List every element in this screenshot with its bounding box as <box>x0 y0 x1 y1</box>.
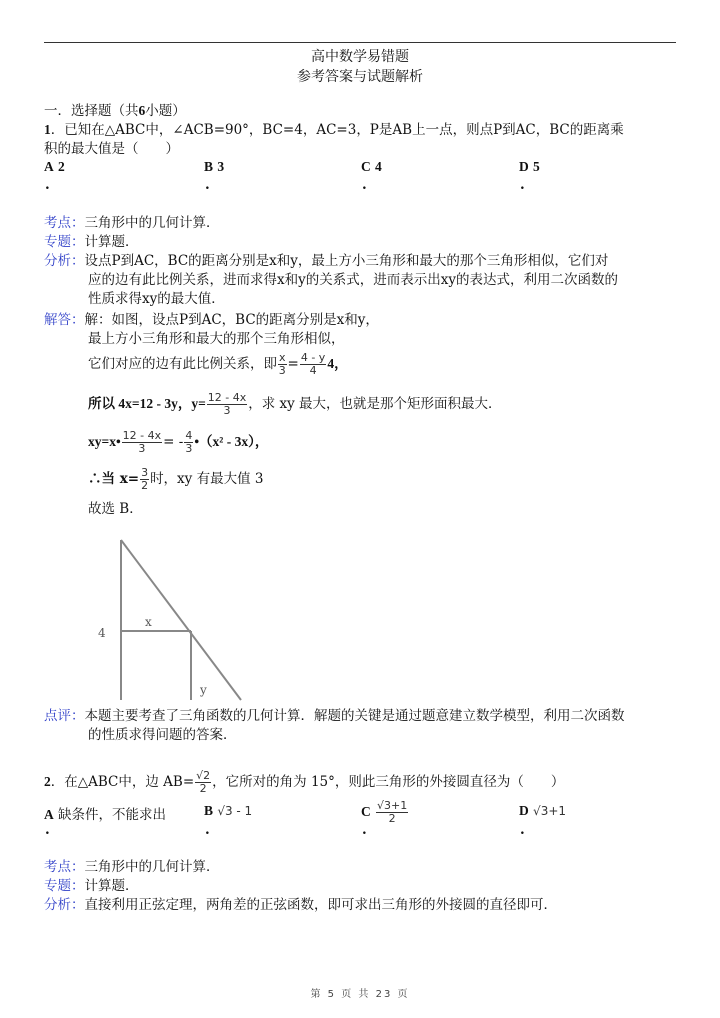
q1-option-b <box>204 159 224 175</box>
option-text: 5 <box>533 159 540 174</box>
q1-fenxi-line2: 应的边有此比例关系，进而求得x和y的关系式，进而表示出xy的表达式，利用二次函数的 <box>88 272 618 288</box>
fraction-numerator: 12 - 4x <box>122 429 162 442</box>
q1-dianping <box>44 707 625 725</box>
option-letter: B <box>204 159 214 174</box>
option-dot: . <box>362 177 367 193</box>
q2-stem-pre: ．在△ABC中，边 AB= <box>50 774 195 790</box>
option-text: √3+1 <box>533 804 567 818</box>
fraction-denominator: 2 <box>199 782 207 795</box>
q1-stem-line1 <box>44 121 624 139</box>
triangle-figure <box>88 522 244 702</box>
fenxi-text: 直接利用正弦定理，两角差的正弦函数，即可求出三角形的外接圆的直径即可． <box>84 897 557 913</box>
total-page-count: 23 <box>375 989 393 1000</box>
fraction-numerator: 3 <box>141 466 149 479</box>
jieda-line4-pre: 所以 4x=12 - 3y，y= <box>88 396 206 411</box>
document-title: 高中数学易错题 <box>311 49 409 65</box>
q1-number: 1 <box>44 122 51 137</box>
kaodian-label: 考点： <box>44 859 85 875</box>
jieda-line2: 最上方小三角形和最大的那个三角形相似， <box>88 331 345 347</box>
option-text: 3 <box>217 159 225 174</box>
fraction-numerator: √3+1 <box>377 799 408 812</box>
q2-option-d <box>519 803 566 819</box>
dianping-label: 点评： <box>44 708 85 724</box>
fraction-sqrt3-plus-1-over-2 <box>376 800 408 825</box>
fraction-denominator: 3 <box>185 442 193 455</box>
figure-label-4: 4 <box>98 626 106 640</box>
zhuanti-label: 专题： <box>44 878 85 894</box>
jieda-line3 <box>88 352 348 377</box>
fraction-4-minus-y-over-4 <box>300 352 326 377</box>
fraction-12-minus-4x-over-3 <box>207 392 247 417</box>
section-heading-pre: 一．选择题（共 <box>44 103 139 119</box>
q1-option-c <box>361 159 382 175</box>
fraction-3-over-2 <box>140 467 149 492</box>
q1-fenxi <box>44 252 608 270</box>
jieda-line3-post: 4， <box>327 356 348 371</box>
fraction-denominator: 2 <box>388 812 396 825</box>
document-subtitle: 参考答案与试题解析 <box>297 69 423 85</box>
q1-stem-text: ．已知在△ABC中，∠ACB=90°，BC=4，AC=3，P是AB上一点，则点P到AC，BC的距离乘 <box>50 122 624 138</box>
jieda-line5-pre: xy=x• <box>88 434 121 449</box>
q1-stem-line2: 积的最大值是（ ） <box>44 141 179 157</box>
fraction-4-over-3 <box>184 430 193 455</box>
fraction-denominator: 3 <box>138 442 146 455</box>
q2-zhuanti <box>44 877 139 895</box>
jieda-line5 <box>88 430 268 455</box>
page-footer <box>0 985 720 1000</box>
dianping-text: 本题主要考查了三角函数的几何计算．解题的关键是通过题意建立数学模型，利用二次函数 <box>84 708 625 724</box>
jieda-line4 <box>88 392 502 417</box>
q1-fenxi-line3: 性质求得xy的最大值． <box>88 291 225 307</box>
footer-pre: 第 <box>310 989 323 1000</box>
q2-option-b <box>204 803 252 819</box>
jieda-line5-mid: = - <box>163 434 184 450</box>
figure-label-y: y <box>200 683 207 697</box>
fraction-numerator: 4 <box>185 429 193 442</box>
option-letter: D <box>519 159 529 174</box>
fraction-numerator: √2 <box>196 769 211 782</box>
fenxi-label: 分析： <box>44 253 85 269</box>
fraction-denominator: 2 <box>141 479 149 492</box>
jieda-label: 解答： <box>44 312 85 328</box>
q1-option-a <box>44 159 65 175</box>
option-dot: . <box>362 822 367 838</box>
jieda-line6-pre: ∴当 x= <box>88 471 140 487</box>
fenxi-text: 设点P到AC，BC的距离分别是x和y，最上方小三角形和最大的那个三角形相似，它们对 <box>84 253 609 269</box>
kaodian-label: 考点： <box>44 215 85 231</box>
jieda-line6 <box>88 467 263 492</box>
jieda-line4-post: ，求 xy 最大，也就是那个矩形面积最大． <box>248 396 502 412</box>
equals-sign: = <box>287 356 299 372</box>
q1-zhuanti <box>44 233 139 251</box>
section-heading <box>44 102 186 120</box>
q2-number: 2 <box>44 774 51 789</box>
option-letter: C <box>361 159 371 174</box>
option-dot: . <box>205 177 210 193</box>
option-text: 缺条件，不能求出 <box>58 807 167 823</box>
option-text: √3 - 1 <box>217 804 253 818</box>
fraction-x-over-3 <box>278 352 287 377</box>
current-page-number: 5 <box>327 989 337 1000</box>
q2-fenxi <box>44 896 557 914</box>
option-letter: C <box>361 804 371 819</box>
fraction-denominator: 4 <box>309 364 317 377</box>
fraction-numerator: 12 - 4x <box>207 391 247 404</box>
fraction-numerator: 4 - y <box>300 351 326 364</box>
fenxi-label: 分析： <box>44 897 85 913</box>
q2-option-c <box>361 800 409 825</box>
q1-kaodian <box>44 214 220 232</box>
option-text: 2 <box>58 159 65 174</box>
q1-dianping-line2: 的性质求得问题的答案． <box>88 727 237 743</box>
option-letter: B <box>204 803 214 818</box>
q1-option-d <box>519 159 540 175</box>
option-text: 4 <box>375 159 382 174</box>
option-letter: A <box>44 807 54 822</box>
footer-post: 页 <box>397 989 410 1000</box>
jieda-line3-pre: 它们对应的边有此比例关系，即 <box>88 356 277 372</box>
zhuanti-text: 计算题． <box>84 878 139 894</box>
fraction-numerator: x <box>279 351 286 364</box>
kaodian-text: 三角形中的几何计算． <box>84 215 220 231</box>
option-dot: . <box>45 822 50 838</box>
figure-label-x: x <box>145 615 152 629</box>
jieda-line5-post: •（x² - 3x）， <box>194 434 269 449</box>
section-heading-post: 小题） <box>145 103 186 119</box>
jieda-line6-post: 时，xy 有最大值 3 <box>150 471 264 487</box>
q2-option-a <box>44 803 166 823</box>
q2-stem-post: ，它所对的角为 15°，则此三角形的外接圆直径为（ ） <box>212 774 565 790</box>
option-dot: . <box>45 177 50 193</box>
q2-stem <box>44 770 564 795</box>
q1-jieda <box>44 311 379 329</box>
header-rule <box>44 42 676 43</box>
zhuanti-label: 专题： <box>44 234 85 250</box>
fraction-denominator: 3 <box>223 404 231 417</box>
option-dot: . <box>520 177 525 193</box>
option-letter: A <box>44 159 54 174</box>
fraction-sqrt2-over-2 <box>195 770 211 795</box>
jieda-line1: 解：如图，设点P到AC，BC的距离分别是x和y， <box>84 312 379 328</box>
section-heading-count: 6 <box>138 103 146 118</box>
footer-mid: 页 共 <box>341 989 371 1000</box>
q2-kaodian <box>44 858 220 876</box>
fraction-12-minus-4x-over-3 <box>122 430 162 455</box>
kaodian-text: 三角形中的几何计算． <box>84 859 220 875</box>
figure-background <box>88 522 244 702</box>
option-letter: D <box>519 803 529 818</box>
zhuanti-text: 计算题． <box>84 234 139 250</box>
fraction-denominator: 3 <box>278 364 286 377</box>
option-dot: . <box>205 822 210 838</box>
option-dot: . <box>520 822 525 838</box>
jieda-line7: 故选 B． <box>88 501 143 517</box>
